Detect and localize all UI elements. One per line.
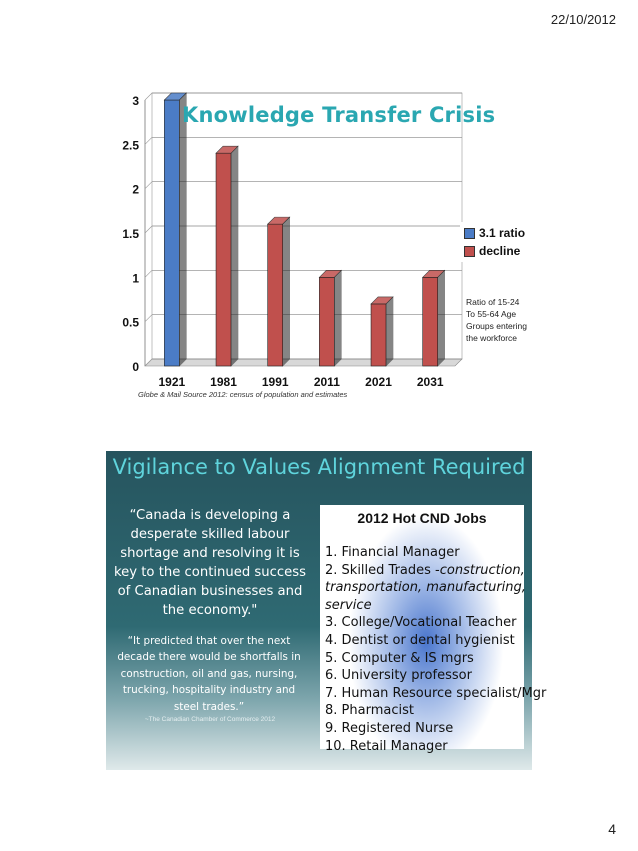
bar [164,100,179,366]
x-tick-label: 1981 [210,375,237,389]
x-tick-label: 2031 [416,375,444,389]
bar-side [179,93,186,366]
chart-floor [145,359,462,366]
bar [371,304,386,366]
bar-side [386,297,393,366]
legend-item-ratio [464,226,528,240]
slide-title: Vigilance to Values Alignment Required [112,455,526,479]
gridline-diag [145,137,152,144]
bar-side [438,270,445,366]
y-tick-label: 0.5 [122,315,139,330]
list-item: 5. Computer & IS mgrs [325,650,474,666]
y-tick-label: 2.5 [122,138,139,153]
bar [268,224,283,366]
list-item-detail: construction, [439,562,525,578]
x-tick-label: 2011 [313,375,340,389]
quote-attribution: ~The Canadian Chamber of Commerce 2012 [144,716,276,723]
hot-jobs-list [325,544,547,755]
ratio-note [466,296,532,344]
list-item-continued: service [325,597,372,613]
note-line: To 55-64 Age [466,309,517,319]
list-item: 4. Dentist or dental hygienist [325,632,515,648]
y-tick-label: 1 [132,271,139,286]
legend-swatch-ratio [464,228,475,239]
list-item: 1. Financial Manager [325,545,460,560]
x-tick-label: 2021 [365,375,392,389]
gridline-diag [145,182,152,189]
page-date: 22/10/2012 [550,12,616,27]
y-tick-label: 1.5 [122,227,139,241]
gridline-diag [145,270,152,277]
note-line: Ratio of 15-24 [466,297,520,307]
bar-side [283,217,290,366]
list-item: 6. University professor [325,668,472,684]
list-item-text: 2. Skilled Trades - [325,562,440,578]
note-line: the workforce [466,333,518,343]
list-item: 8. Pharmacist [325,703,414,719]
bar-side [334,270,341,366]
bar [319,277,334,366]
legend-swatch-decline [464,246,475,257]
y-tick-label: 3 [132,94,139,108]
legend-label: 3.1 ratio [479,226,526,240]
bar [216,153,231,366]
list-item-continued: transportation, manufacturing, [325,580,526,596]
bar-side [231,146,238,366]
legend-label: decline [479,244,521,258]
gridline-diag [145,93,152,100]
gridline-diag [145,226,152,233]
note-line: Groups entering [466,321,527,331]
list-item: 7. Human Resource specialist/Mgr [325,685,547,701]
x-tick-label: 1991 [261,375,289,389]
chart-legend [460,222,526,262]
chart-title: Knowledge Transfer Crisis [182,103,496,127]
x-tick-label: 1921 [158,375,186,389]
hot-jobs-title: 2012 Hot CND Jobs [357,510,487,526]
list-item [325,562,525,580]
legend-item-decline [464,244,528,258]
chart-source: Globe & Mail Source 2012: census of population and estimates [138,390,348,399]
list-item: 3. College/Vocational Teacher [325,615,517,631]
page-number: 4 [608,821,616,837]
gridline-diag [145,315,152,322]
quote-shortfalls: “It predicted that over the next decade there would be shortfalls in construction, oil and gas, nursing, trucking, hospitality industry and steel trades.” [117,635,301,713]
list-item: 10. Retail Manager [325,738,448,754]
y-tick-label: 0 [132,360,139,374]
bar [423,277,438,366]
list-item: 9. Registered Nurse [325,720,454,736]
y-tick-label: 2 [132,182,139,197]
quote-chamber: “Canada is developing a desperate skilled labour shortage and resolving it is key to the continued success of Canadian businesses and the economy." [113,508,307,618]
